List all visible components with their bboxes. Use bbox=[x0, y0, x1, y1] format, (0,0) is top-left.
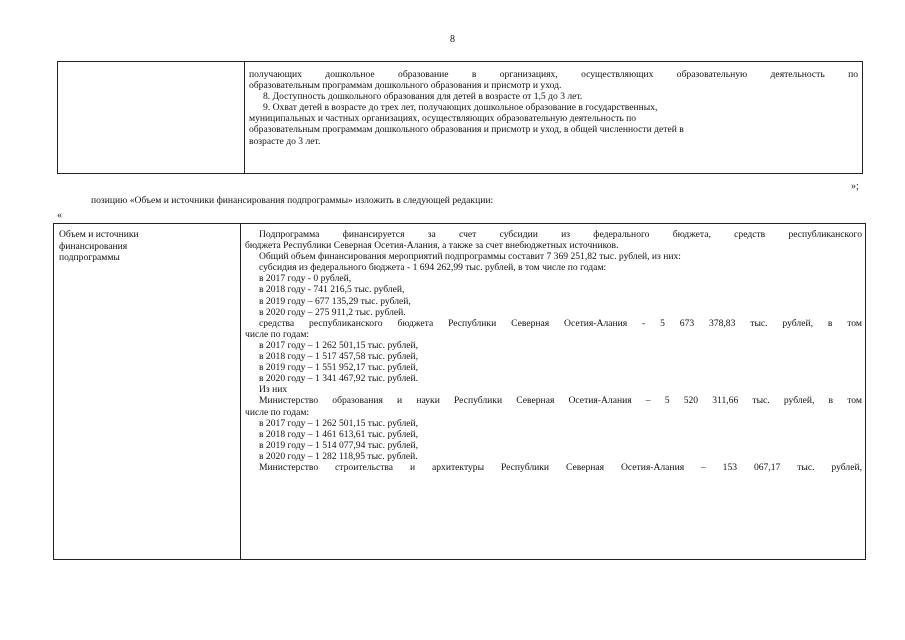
text-line: Подпрограмма финансируется за счет субсидии из федерального бюджета, средств республиканского bbox=[259, 229, 862, 240]
text-line: образовательным программам дошкольного образования и присмотр и уход. bbox=[249, 80, 562, 92]
text-line: в 2018 году - 741 216,5 тыс. рублей, bbox=[259, 284, 405, 296]
financing-table bbox=[53, 223, 866, 560]
text-line: возрасте до 3 лет. bbox=[249, 135, 321, 147]
text-line: в 2019 году – 1 514 077,94 тыс. рублей, bbox=[259, 439, 419, 451]
text-line: Министерство строительства и архитектуры Республики Северная Осетия-Алания – 153 067,17 тыс. рублей, bbox=[259, 461, 862, 473]
top-table-text-cell bbox=[245, 62, 862, 173]
text-line: Общий объем финансирования мероприятий подпрограммы составит 7 369 251,82 тыс. рублей, из них: bbox=[259, 251, 681, 263]
closing-quote: »; bbox=[851, 181, 859, 192]
page-number: 8 bbox=[450, 34, 455, 45]
label-line: подпрограммы bbox=[59, 252, 120, 264]
text-line: в 2020 году – 1 341 467,92 тыс. рублей. bbox=[259, 373, 419, 385]
text-line: 8. Доступность дошкольного образования для детей в возрасте от 1,5 до 3 лет. bbox=[263, 91, 583, 103]
text-line: муниципальных и частных организациях, осуществляющих образовательную деятельность по bbox=[249, 113, 637, 125]
financing-table-text-cell bbox=[241, 224, 865, 559]
text-line: в 2020 году – 275 911,2 тыс. рублей. bbox=[259, 306, 406, 318]
text-line: в 2019 году – 677 135,29 тыс. рублей, bbox=[259, 295, 411, 307]
text-line: Из них bbox=[259, 384, 288, 396]
text-line: получающих дошкольное образование в организациях, осуществляющих образовательную деятельность по bbox=[249, 69, 858, 80]
financing-table-label-cell bbox=[54, 224, 241, 559]
text-line: образовательным программам дошкольного образования и присмотр и уход, в общей численности детей в bbox=[249, 124, 684, 136]
opening-quote: « bbox=[57, 210, 62, 221]
text-line: числе по годам: bbox=[245, 406, 310, 418]
text-line: в 2017 году - 0 рублей, bbox=[259, 273, 352, 285]
text-line: в 2017 году – 1 262 501,15 тыс. рублей, bbox=[259, 417, 419, 429]
instruction-text: позицию «Объем и источники финансирования подпрограммы» изложить в следующей редакции: bbox=[91, 195, 494, 206]
text-line: 9. Охват детей в возрасте до трех лет, получающих дошкольное образование в государственных, bbox=[263, 102, 658, 114]
text-line: средства республиканского бюджета Республики Северная Осетия-Алания - 5 673 378,83 тыс. рублей, в том bbox=[259, 317, 862, 329]
text-line: в 2020 году – 1 282 118,95 тыс. рублей. bbox=[259, 450, 418, 462]
label-line: финансирования bbox=[59, 240, 128, 252]
text-line: субсидия из федерального бюджета - 1 694 262,99 тыс. рублей, в том числе по годам: bbox=[259, 262, 607, 274]
text-line: числе по годам: bbox=[245, 328, 310, 340]
text-line: в 2018 году – 1 517 457,58 тыс. рублей, bbox=[259, 351, 419, 363]
text-line: Министерство образования и науки Республики Северная Осетия-Алания – 5 520 311,66 тыс. рублей, в том bbox=[259, 395, 862, 407]
top-table bbox=[57, 61, 863, 174]
label-line: Объем и источники bbox=[59, 229, 139, 240]
text-line: бюджета Республики Северная Осетия-Алания, а также за счет внебюджетных источников. bbox=[245, 240, 619, 252]
text-line: в 2019 году – 1 551 952,17 тыс. рублей, bbox=[259, 362, 419, 374]
text-line: в 2018 году – 1 461 613,61 тыс. рублей, bbox=[259, 428, 419, 440]
text-line: в 2017 году – 1 262 501,15 тыс. рублей, bbox=[259, 339, 419, 351]
top-table-left-cell bbox=[58, 62, 245, 173]
